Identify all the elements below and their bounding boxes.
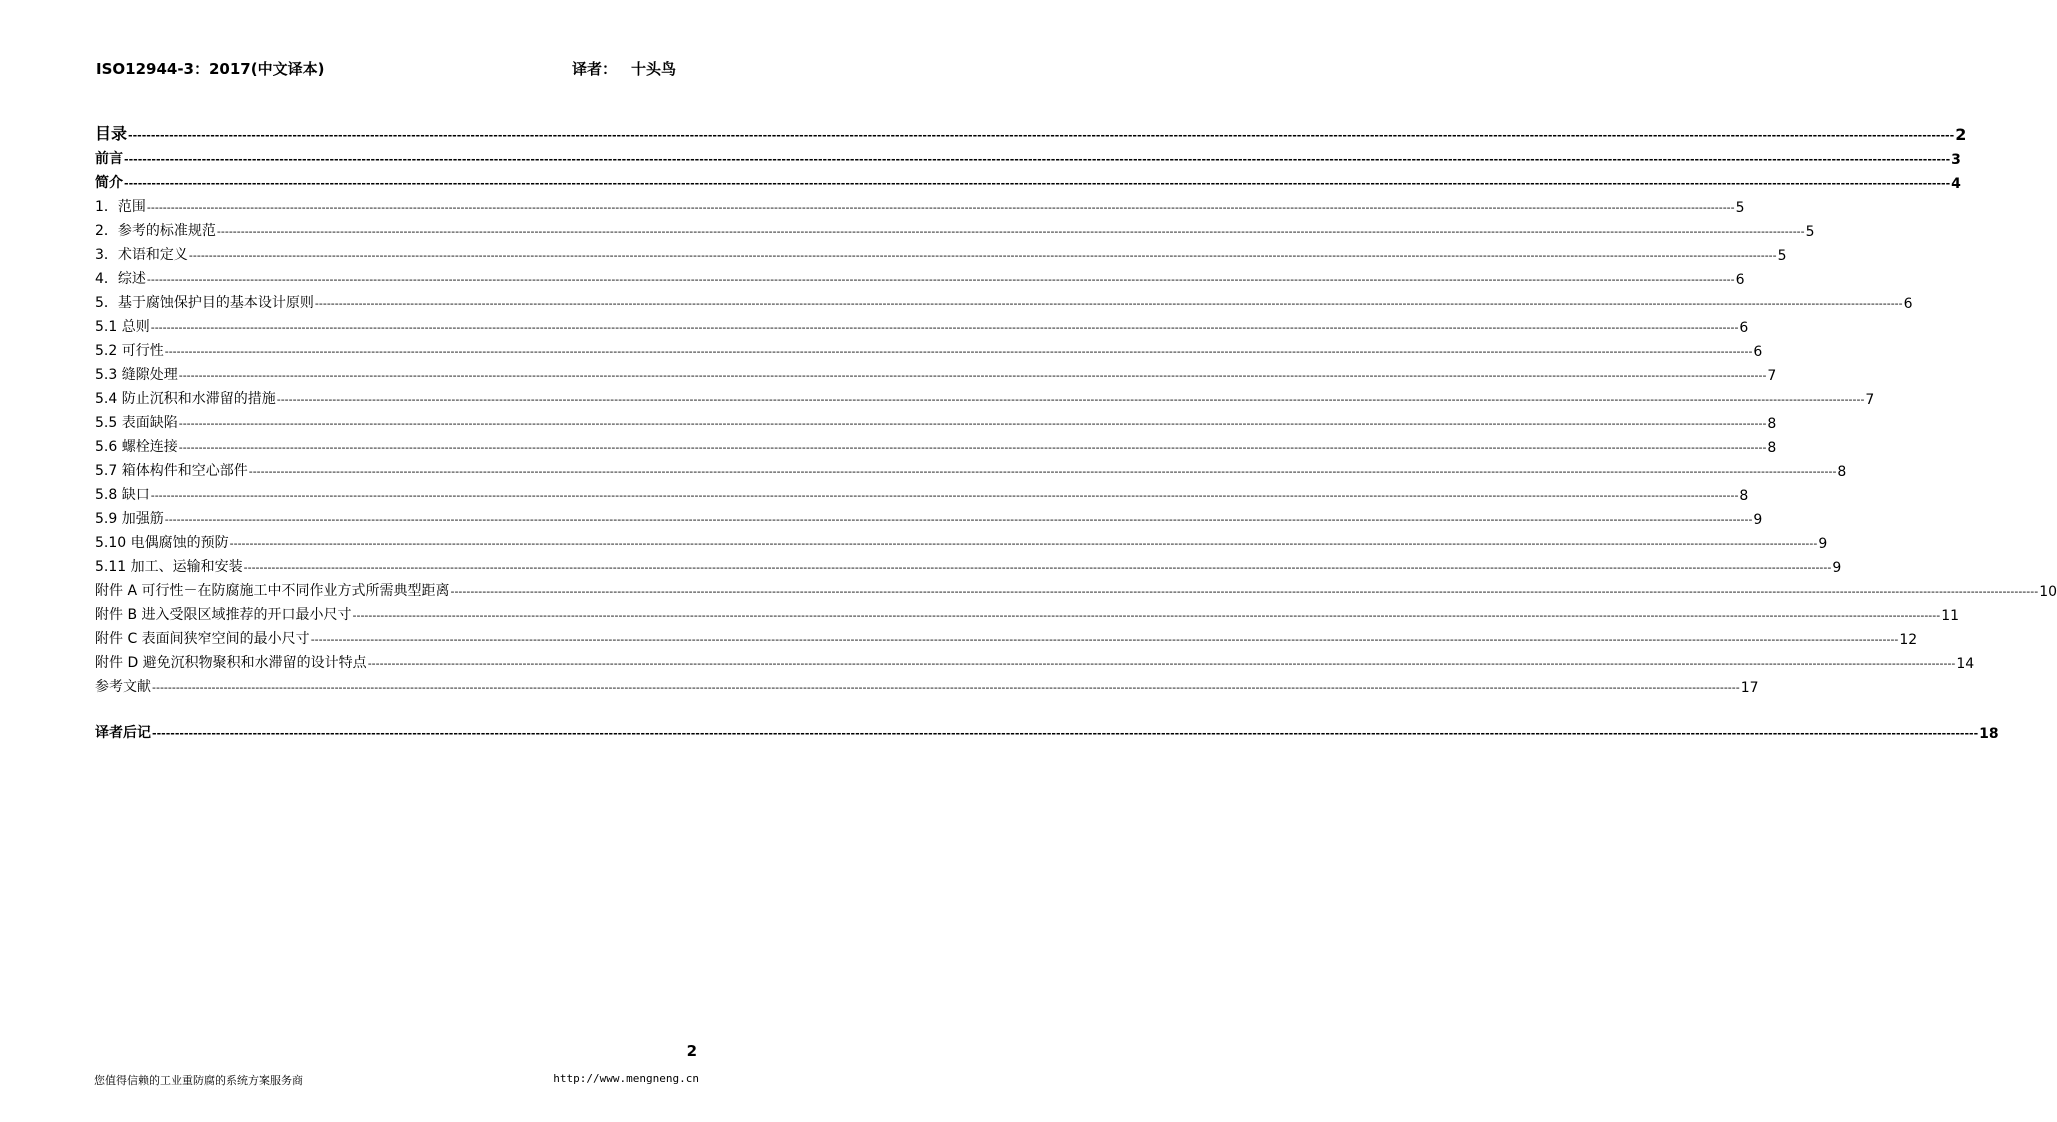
toc-entry[interactable] <box>95 528 1828 552</box>
toc-entry-page: 8 <box>1739 488 1749 504</box>
toc-entry-title: 5.2 可行性 <box>95 343 164 359</box>
toc-entry-title: 简介 <box>95 175 123 191</box>
translator-name: 十头鸟 <box>630 60 676 78</box>
toc-entry[interactable] <box>95 600 1960 624</box>
toc-entry[interactable] <box>95 168 1961 192</box>
toc-entry-title: 5.7 箱体构件和空心部件 <box>95 463 248 479</box>
toc-entry-page: 6 <box>1753 344 1763 360</box>
toc-entry-page: 7 <box>1865 392 1875 408</box>
toc-entry[interactable] <box>95 192 1745 216</box>
toc-dot-leader: ---------------------------------------------------------------------------------------------------------------------------------------------------------------------------------------------------------------------------------------------------------------------------------------------------------------------------------------------------------------------------------------------------------------- <box>178 441 1767 454</box>
toc-dot-leader: ---------------------------------------------------------------------------------------------------------------------------------------------------------------------------------------------------------------------------------------------------------------------------------------------------------------------------------------------------------------------------------------------------------------- <box>314 297 1903 310</box>
footer-url[interactable]: http://www.mengneng.cn <box>553 1072 699 1085</box>
toc-dot-leader: ---------------------------------------------------------------------------------------------------------------------------------------------------------------------------------------------------------------------------------------------------------------------------------------------------------------------------------------------------------------------------------------------------------------- <box>276 393 1865 406</box>
toc-entry-page: 12 <box>1899 632 1918 648</box>
toc-dot-leader: ---------------------------------------------------------------------------------------------------------------------------------------------------------------------------------------------------------------------------------------------------------------------------------------------------------------------------------------------------------------------------------------------------------------- <box>243 561 1832 574</box>
toc-dot-leader: ---------------------------------------------------------------------------------------------------------------------------------------------------------------------------------------------------------------------------------------------------------------------------------------------------------------------------------------------------------------------------------------------------------------- <box>248 465 1837 478</box>
toc-entry-title: 5.9 加强筋 <box>95 511 164 527</box>
toc-entry-afterword[interactable] <box>95 718 1999 742</box>
toc-entry-title: 4．综述 <box>95 271 146 287</box>
toc-entry[interactable] <box>95 120 1967 144</box>
toc-dot-leader: ---------------------------------------------------------------------------------------------------------------------------------------------------------------------------------------------------------------------------------------------------------------------------------------------------------------------------------------------------------------------------------------------------------------- <box>124 153 1951 166</box>
toc-entry-page: 8 <box>1767 416 1777 432</box>
toc-entry[interactable] <box>95 672 1759 696</box>
toc-entry-page: 8 <box>1837 464 1847 480</box>
toc-dot-leader: ---------------------------------------------------------------------------------------------------------------------------------------------------------------------------------------------------------------------------------------------------------------------------------------------------------------------------------------------------------------------------------------------------------------- <box>146 273 1735 286</box>
toc-entry-page: 14 <box>1956 656 1975 672</box>
toc-entry-page: 5 <box>1805 224 1815 240</box>
toc-entry[interactable] <box>95 144 1961 168</box>
toc-entry-title: 附件 A 可行性－在防腐施工中不同作业方式所需典型距离 <box>95 583 450 599</box>
toc-entry[interactable] <box>95 384 1875 408</box>
table-of-contents <box>95 120 2057 742</box>
page-number: 2 <box>686 1042 697 1060</box>
toc-entry-page: 6 <box>1739 320 1749 336</box>
toc-entry-page: 5 <box>1777 248 1787 264</box>
toc-dot-leader: ---------------------------------------------------------------------------------------------------------------------------------------------------------------------------------------------------------------------------------------------------------------------------------------------------------------------------------------------------------------------------------------------------------------- <box>450 585 2039 598</box>
toc-entry[interactable] <box>95 240 1787 264</box>
toc-dot-leader: ---------------------------------------------------------------------------------------------------------------------------------------------------------------------------------------------------------------------------------------------------------------------------------------------------------------------------------------------------------------------------------------------------------------- <box>152 681 1740 694</box>
toc-entry-page: 11 <box>1941 608 1960 624</box>
toc-dot-leader: ---------------------------------------------------------------------------------------------------------------------------------------------------------------------------------------------------------------------------------------------------------------------------------------------------------------------------------------------------------------------------------------------------------------- <box>229 537 1818 550</box>
toc-entry[interactable] <box>95 456 1847 480</box>
toc-dot-leader: ---------------------------------------------------------------------------------------------------------------------------------------------------------------------------------------------------------------------------------------------------------------------------------------------------------------------------------------------------------------------------------------------------------------- <box>152 727 1979 740</box>
toc-entry-title: 附件 B 进入受限区域推荐的开口最小尺寸 <box>95 607 352 623</box>
toc-entry[interactable] <box>95 288 1913 312</box>
toc-entry[interactable] <box>95 648 1975 672</box>
toc-entry-title: 目录 <box>95 124 128 143</box>
toc-dot-leader: ---------------------------------------------------------------------------------------------------------------------------------------------------------------------------------------------------------------------------------------------------------------------------------------------------------------------------------------------------------------------------------------------------------------- <box>310 633 1899 646</box>
toc-entry-page: 7 <box>1767 368 1777 384</box>
toc-entry[interactable] <box>95 312 1749 336</box>
toc-dot-leader: ---------------------------------------------------------------------------------------------------------------------------------------------------------------------------------------------------------------------------------------------------------------------------------------------------------------------------------------------------------------------------------------------------------------- <box>178 417 1767 430</box>
footer-company: 您值得信赖的工业重防腐的系统方案服务商 <box>94 1074 303 1087</box>
toc-entry-title: 2．参考的标准规范 <box>95 223 216 239</box>
toc-entry[interactable] <box>95 408 1777 432</box>
toc-entry-page: 6 <box>1903 296 1913 312</box>
toc-dot-leader: ---------------------------------------------------------------------------------------------------------------------------------------------------------------------------------------------------------------------------------------------------------------------------------------------------------------------------------------------------------------------------------------------------------------- <box>178 369 1767 382</box>
toc-entry-title: 译者后记 <box>95 725 151 741</box>
toc-entry[interactable] <box>95 576 2057 600</box>
toc-entry-page: 18 <box>1979 726 1999 742</box>
toc-entry-page: 5 <box>1735 200 1745 216</box>
toc-entry-title: 5.8 缺口 <box>95 487 150 503</box>
toc-entry-title: 1．范围 <box>95 199 146 215</box>
toc-dot-leader: ---------------------------------------------------------------------------------------------------------------------------------------------------------------------------------------------------------------------------------------------------------------------------------------------------------------------------------------------------------------------------------------------------------------- <box>146 201 1735 214</box>
toc-entry-page: 4 <box>1951 176 1961 192</box>
toc-dot-leader: ---------------------------------------------------------------------------------------------------------------------------------------------------------------------------------------------------------------------------------------------------------------------------------------------------------------------------------------------------------------------------------------------------------------- <box>150 489 1739 502</box>
toc-entry[interactable] <box>95 216 1815 240</box>
toc-entry-title: 5.11 加工、运输和安装 <box>95 559 243 575</box>
toc-spacer <box>95 696 675 718</box>
toc-entry-title: 3．术语和定义 <box>95 247 188 263</box>
toc-dot-leader: ---------------------------------------------------------------------------------------------------------------------------------------------------------------------------------------------------------------------------------------------------------------------------------------------------------------------------------------------------------------------------------------------------------------- <box>188 249 1777 262</box>
toc-dot-leader: ---------------------------------------------------------------------------------------------------------------------------------------------------------------------------------------------------------------------------------------------------------------------------------------------------------------------------------------------------------------------------------------------------------------- <box>164 345 1753 358</box>
toc-entry-page: 2 <box>1955 125 1967 144</box>
toc-entry-title: 前言 <box>95 151 123 167</box>
toc-entry-title: 5.10 电偶腐蚀的预防 <box>95 535 229 551</box>
toc-dot-leader: ---------------------------------------------------------------------------------------------------------------------------------------------------------------------------------------------------------------------------------------------------------------------------------------------------------------------------------------------------------------------------------------------------------------- <box>216 225 1805 238</box>
translator-label: 译者： <box>571 60 617 78</box>
toc-entry-title: 5.6 螺栓连接 <box>95 439 178 455</box>
document-id: ISO12944-3：2017(中文译本) <box>96 60 325 78</box>
toc-entry[interactable] <box>95 480 1749 504</box>
toc-entry[interactable] <box>95 264 1745 288</box>
toc-entry[interactable] <box>95 552 1842 576</box>
toc-dot-leader: ---------------------------------------------------------------------------------------------------------------------------------------------------------------------------------------------------------------------------------------------------------------------------------------------------------------------------------------------------------------------------------------------------------------- <box>352 609 1941 622</box>
toc-dot-leader: ---------------------------------------------------------------------------------------------------------------------------------------------------------------------------------------------------------------------------------------------------------------------------------------------------------------------------------------------------------------------------------------------------------------- <box>150 321 1739 334</box>
toc-entry-page: 9 <box>1832 560 1842 576</box>
toc-entry-page: 9 <box>1818 536 1828 552</box>
toc-entry-page: 10 <box>2039 584 2057 600</box>
toc-entry-title: 5.1 总则 <box>95 319 150 335</box>
toc-dot-leader: ---------------------------------------------------------------------------------------------------------------------------------------------------------------------------------------------------------------------------------------------------------------------------------------------------------------------------------------------------------------------------------------------------------------- <box>124 177 1951 190</box>
toc-entry-title: 5.3 缝隙处理 <box>95 367 178 383</box>
toc-entry-page: 9 <box>1753 512 1763 528</box>
toc-entry-page: 6 <box>1735 272 1745 288</box>
toc-entry-title: 5．基于腐蚀保护目的基本设计原则 <box>95 295 314 311</box>
toc-entry[interactable] <box>95 432 1777 456</box>
toc-entry-page: 8 <box>1767 440 1777 456</box>
toc-entry[interactable] <box>95 360 1777 384</box>
toc-entry-title: 附件 C 表面间狭窄空间的最小尺寸 <box>95 631 310 647</box>
toc-entry[interactable] <box>95 624 1918 648</box>
toc-entry[interactable] <box>95 336 1763 360</box>
toc-entry-title: 5.5 表面缺陷 <box>95 415 178 431</box>
toc-entry-title: 5.4 防止沉积和水滞留的措施 <box>95 391 276 407</box>
toc-entry-title: 参考文献 <box>95 679 151 695</box>
toc-entry-page: 3 <box>1951 152 1961 168</box>
translator-credit <box>572 58 676 79</box>
toc-dot-leader: ---------------------------------------------------------------------------------------------------------------------------------------------------------------------------------------------------------------------------------------------------------------------------------------------------------------------------------------------------------------------------------------------------------------- <box>164 513 1753 526</box>
toc-dot-leader: ---------------------------------------------------------------------------------------------------------------------------------------------------------------------------------------------------------------------------------------------------------------------------------------------------------------------------------------------------------------------------------------------------------------- <box>367 657 1956 670</box>
toc-entry[interactable] <box>95 504 1763 528</box>
toc-dot-leader: ---------------------------------------------------------------------------------------------------------------------------------------------------------------------------------------------------------------------------------------------------------------------------------------------------------------------------------------------------------------------------------------------------------------- <box>128 129 1955 142</box>
toc-entry-title: 附件 D 避免沉积物聚积和水滞留的设计特点 <box>95 655 367 671</box>
toc-entry-page: 17 <box>1740 680 1759 696</box>
